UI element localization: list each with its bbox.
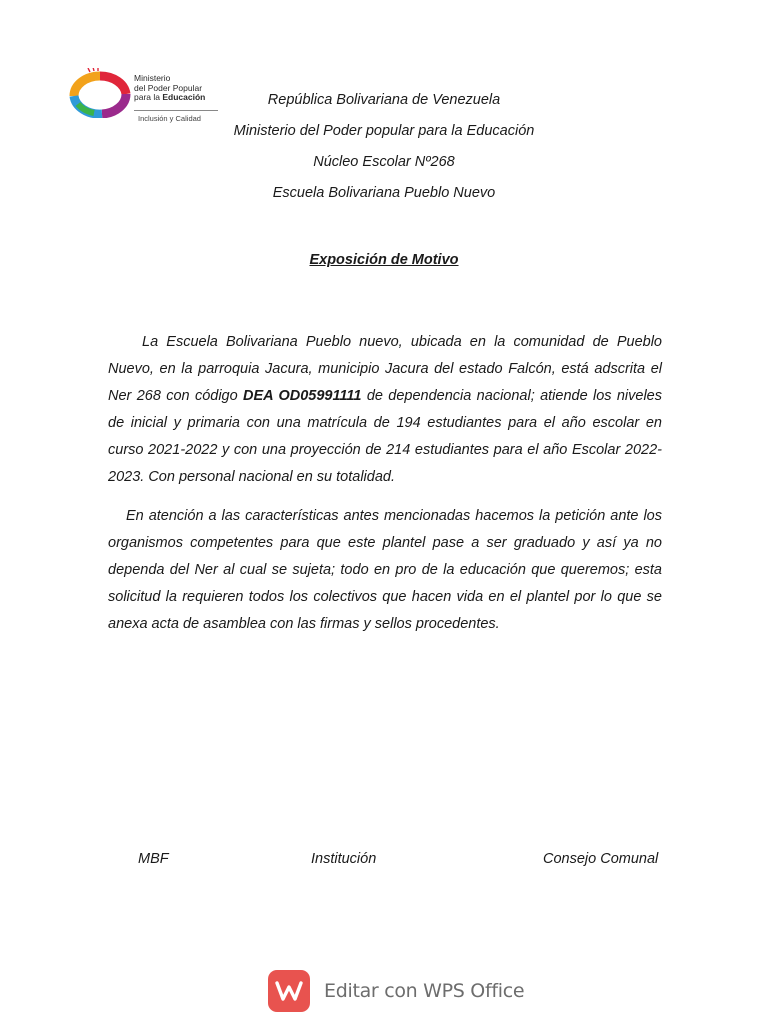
wps-logo-icon [268, 970, 310, 1012]
dea-code: DEA OD05991111 [243, 388, 362, 404]
wps-button-label: Editar con WPS Office [324, 980, 525, 1002]
header-republic: República Bolivariana de Venezuela [267, 92, 501, 108]
signature-consejo-comunal: Consejo Comunal [543, 851, 659, 867]
paragraph-1-text-a: La Escuela Bolivariana Pueblo nuevo, ubicada en la comunidad de Pueblo Nuevo, en la parroquia Jacura, municipio Jacura del estado Falcón, está adscrita el Ner 268 con código [108, 334, 662, 404]
header-ministry: Ministerio del Poder popular para la Educación [233, 123, 535, 139]
header-nucleo: Núcleo Escolar Nº268 [313, 154, 455, 170]
header-school: Escuela Bolivariana Pueblo Nuevo [272, 185, 496, 201]
logo-line-3-prefix: para la [134, 92, 163, 102]
body-paragraph-1 [108, 329, 662, 491]
edit-with-wps-button[interactable] [268, 969, 524, 1013]
document-header [0, 88, 768, 212]
logo-line-1: Ministerio [134, 73, 171, 83]
signature-mbf: MBF [138, 851, 169, 867]
logo-line-2: del Poder Popular [134, 82, 203, 93]
signature-institucion: Institución [311, 851, 377, 867]
paragraph-1-text-b: de dependencia nacional; atiende los niveles de inicial y primaria con una matrícula de 194 estudiantes para el año escolar en curso 2021-2022 y con una proyección de 214 estudiantes para el año Escolar 2022-2023. Con personal nacional en su totalidad. [108, 388, 662, 485]
logo-line-3-bold: Educación [162, 92, 206, 102]
body-paragraph-2: En atención a las características antes mencionadas hacemos la petición ante los organismos competentes para que este plantel pase a ser graduado y así ya no dependa del Ner al cual se sujeta; todo en pro de la educación que queremos; esta solicitud la requieren todos los colectivos que hacen vida en el plantel por lo que se anexa acta de asamblea con las firmas y sellos procedentes. [108, 508, 662, 632]
document-title: Exposición de Motivo [309, 252, 459, 268]
logo-tagline: Inclusión y Calidad [138, 114, 201, 123]
